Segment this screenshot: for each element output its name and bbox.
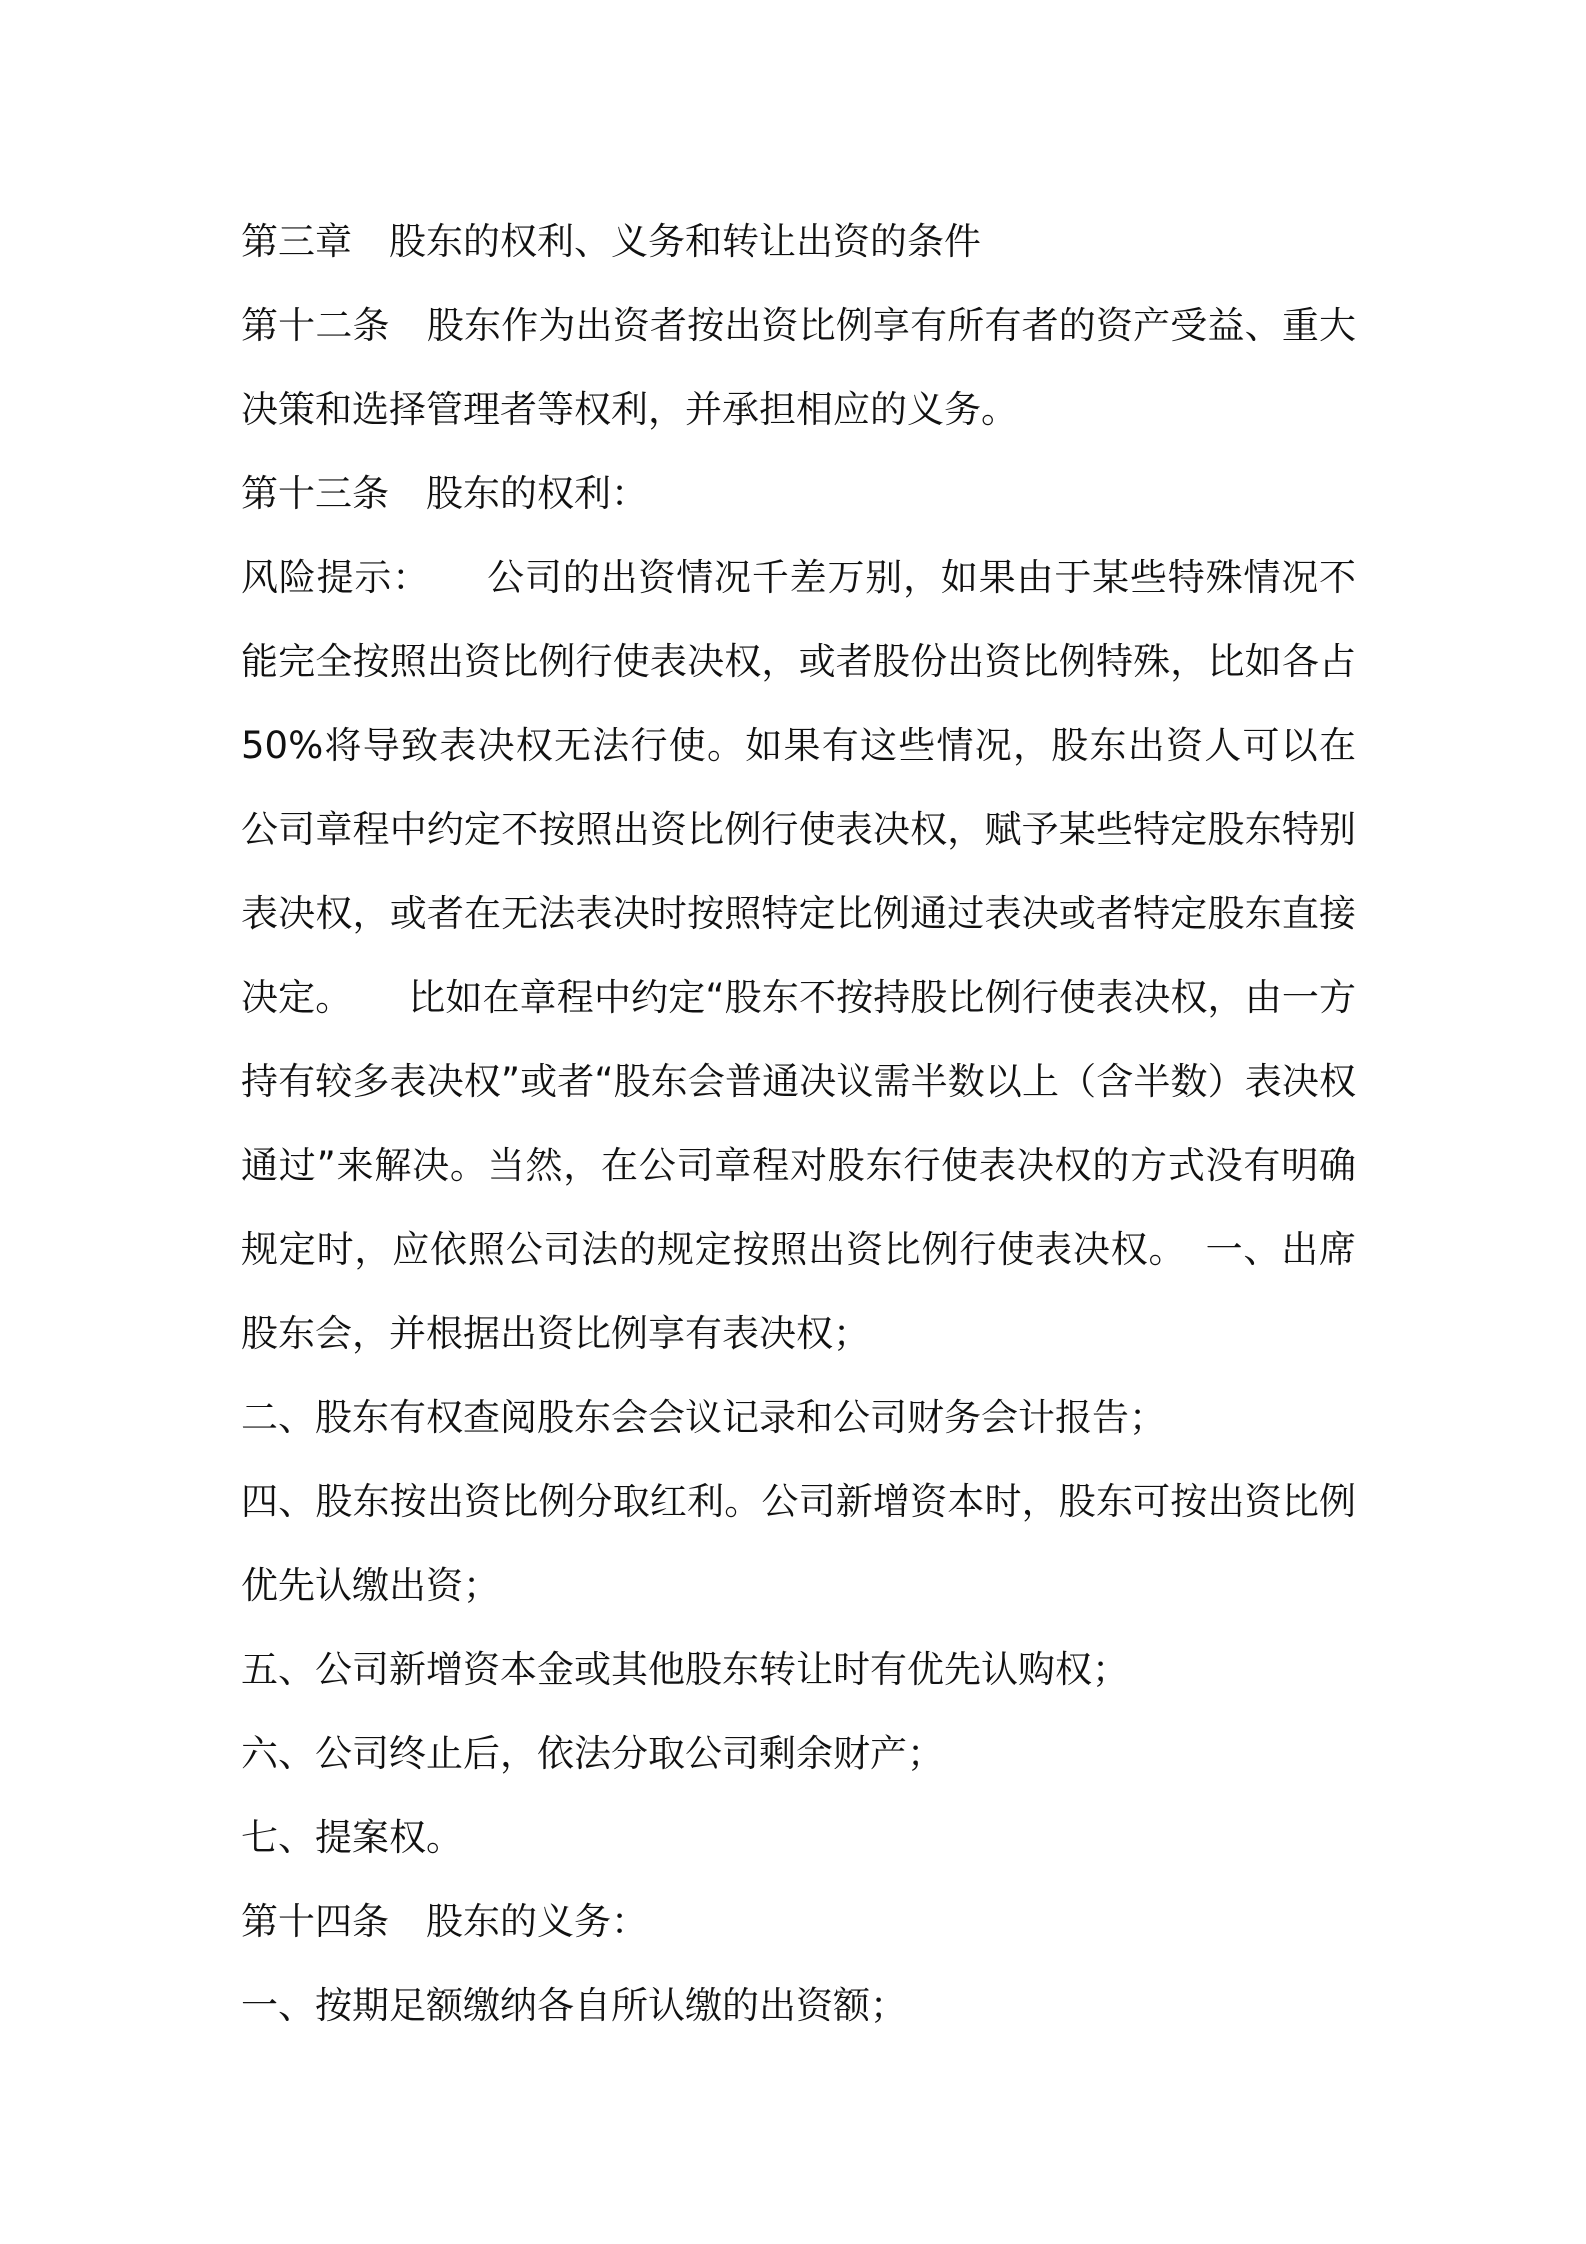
article-13-heading: 第十三条 股东的权利： xyxy=(241,472,648,515)
right-item-2: 二、股东有权查阅股东会会议记录和公司财务会计报告； xyxy=(241,1396,1166,1439)
right-item-5: 五、公司新增资本金或其他股东转让时有优先认购权； xyxy=(241,1648,1129,1691)
chapter-heading: 第三章 股东的权利、义务和转让出资的条件 xyxy=(241,220,981,263)
article-12: 第十二条 股东作为出资者按出资比例享有所有者的资产受益、重大决策和选择管理者等权利，并承担相应的义务。 xyxy=(241,304,1356,431)
right-item-6: 六、公司终止后，依法分取公司剩余财产； xyxy=(241,1732,944,1775)
risk-notice-paragraph: 风险提示： 公司的出资情况千差万别，如果由于某些特殊情况不能完全按照出资比例行使表决权，或者股份出资比例特殊，比如各占50%将导致表决权无法行使。如果有这些情况，股东出资人可以在公司章程中约定不按照出资比例行使表决权，赋予某些特定股东特别表决权，或者在无法表决时按照特定比例通过表决或者特定股东直接决定。 比如在章程中约定“股东不按持股比例行使表决权，由一方持有较多表决权”或者“股东会普通决议需半数以上（含半数）表决权通过”来解决。当然，在公司章程对股东行使表决权的方式没有明确规定时，应依照公司法的规定按照出资比例行使表决权。 一、出席股东会，并根据出资比例享有表决权； xyxy=(241,556,1356,1355)
right-item-4: 四、股东按出资比例分取红利。公司新增资本时，股东可按出资比例优先认缴出资； xyxy=(241,1480,1356,1607)
document-body xyxy=(241,200,1356,2048)
obligation-item-1: 一、按期足额缴纳各自所认缴的出资额； xyxy=(241,1984,907,2027)
right-item-7: 七、提案权。 xyxy=(241,1816,463,1859)
article-14-heading: 第十四条 股东的义务： xyxy=(241,1900,648,1943)
